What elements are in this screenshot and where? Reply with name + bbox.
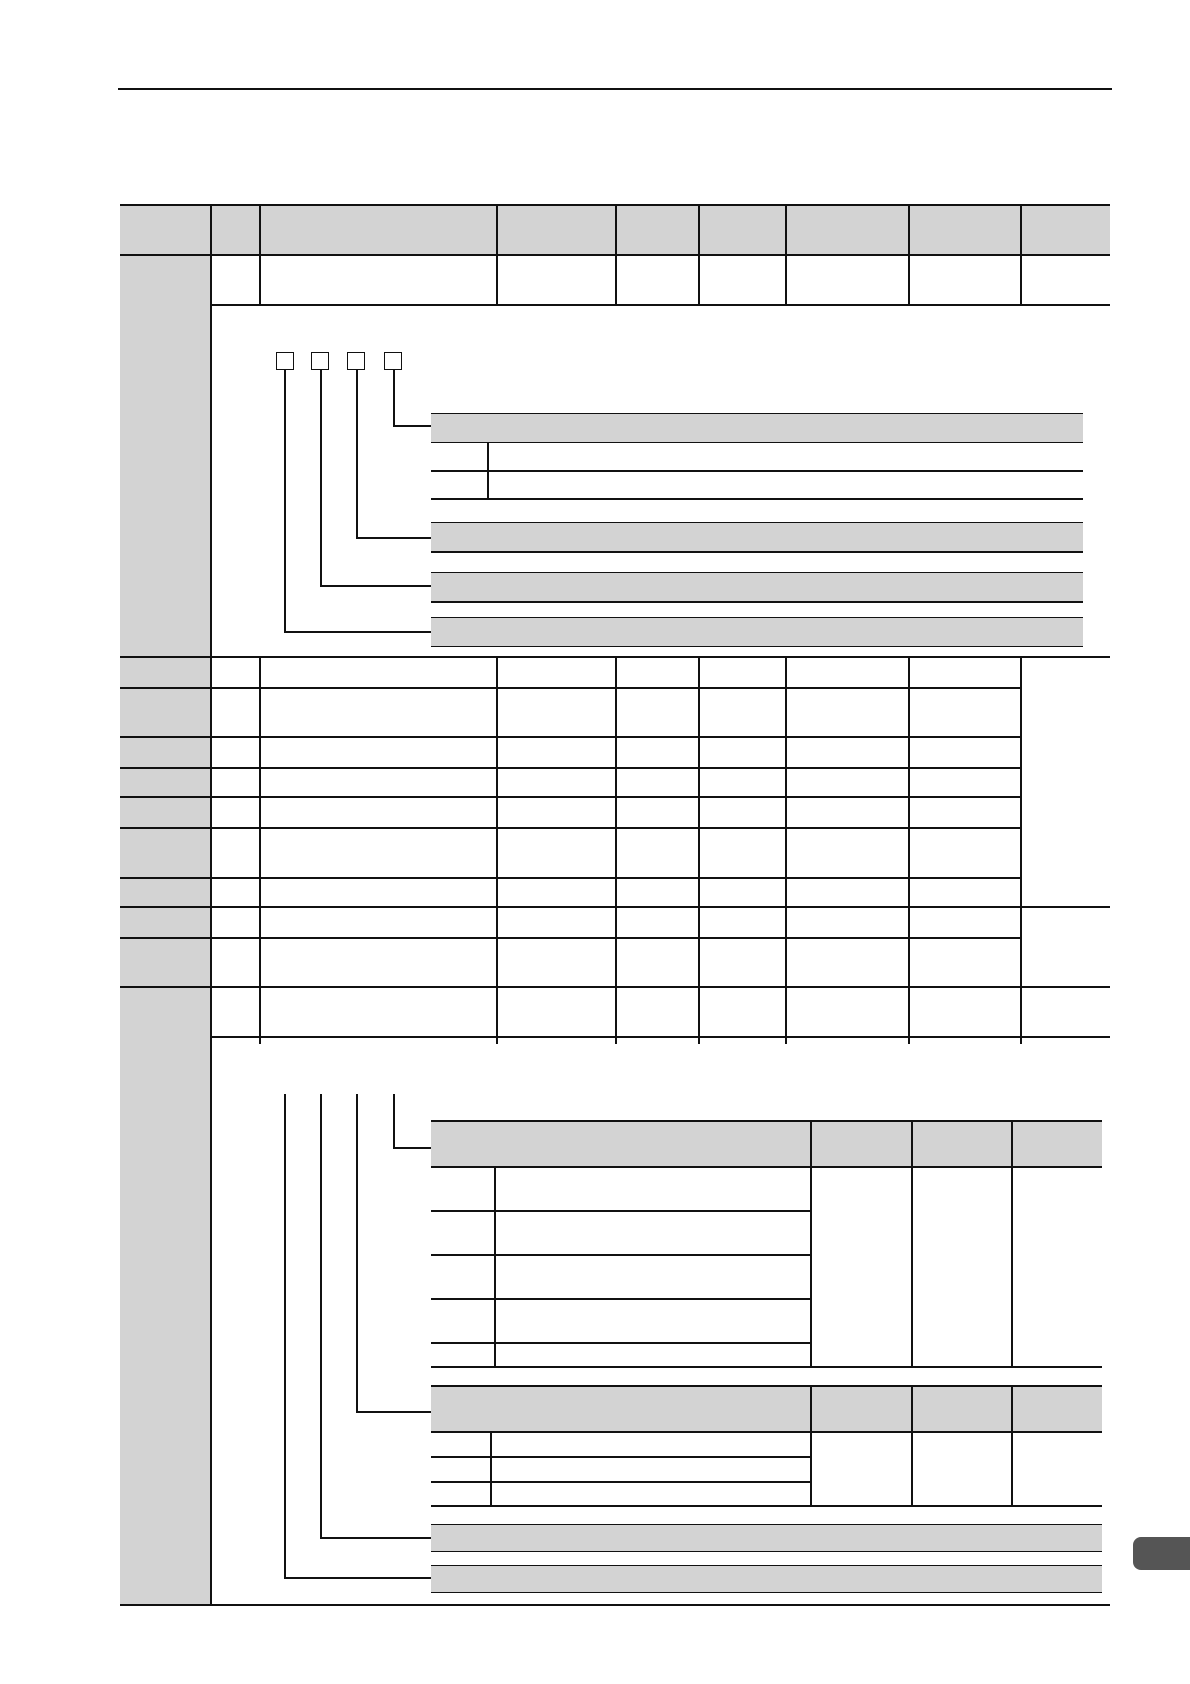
subtable-2-header (431, 1386, 1102, 1432)
digit-3-header (431, 522, 1083, 552)
digit-4-header (431, 413, 1083, 443)
subtable-1-header (431, 1121, 1102, 1167)
subtable-3-header (431, 1524, 1102, 1552)
header-rule (118, 88, 1112, 90)
subtable-4-header (431, 1565, 1102, 1593)
digit-1-header (431, 617, 1083, 647)
digit-box (347, 352, 365, 370)
section-tab-marker (1133, 1537, 1190, 1570)
param-number-column (120, 255, 210, 1605)
digit-box (276, 352, 294, 370)
digit-2-header (431, 572, 1083, 602)
digit-box (311, 352, 329, 370)
digit-box (384, 352, 402, 370)
